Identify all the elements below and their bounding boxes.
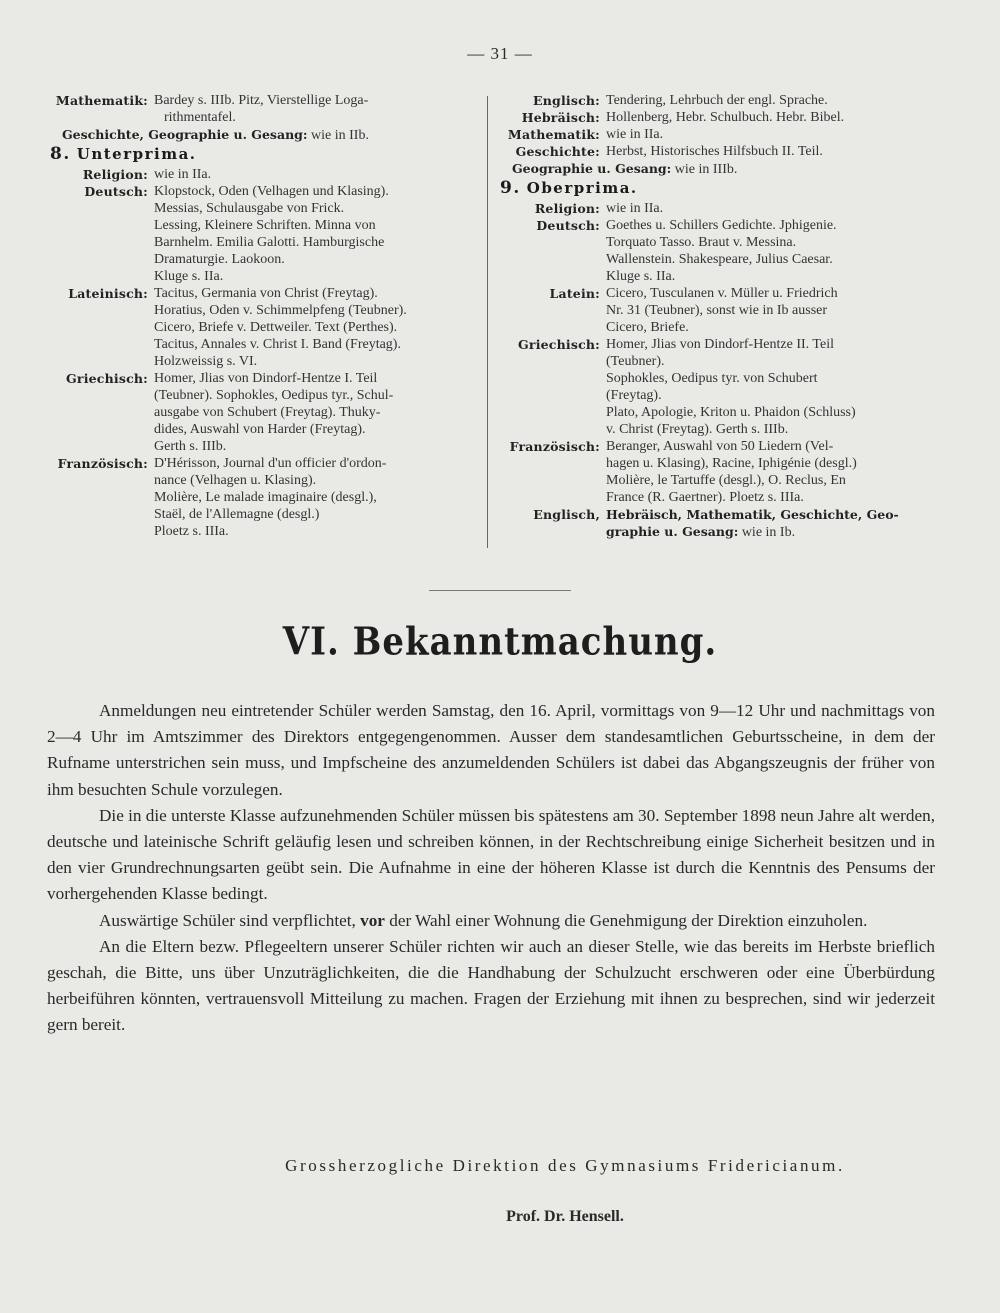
subject-text: wie in IIIb. xyxy=(671,162,738,177)
text-line: Tacitus, Annales v. Christ I. Band (Freytag). xyxy=(154,337,401,352)
subject-text xyxy=(606,438,940,506)
subject-text xyxy=(154,92,480,126)
section-separator xyxy=(429,590,571,591)
text-line: (Freytag). xyxy=(606,388,662,403)
page-number: — 31 — xyxy=(467,44,533,63)
text-line: rithmentafel. xyxy=(164,110,236,125)
entry-religion-right xyxy=(500,200,940,217)
text-line: Molière, le Tartuffe (desgl.), O. Reclus, En xyxy=(606,473,846,488)
left-column xyxy=(50,92,480,540)
entry-deutsch-right xyxy=(500,217,940,285)
entry-geschichte-right xyxy=(500,143,940,160)
subject-text xyxy=(606,143,940,160)
subject-text xyxy=(154,455,480,540)
entry-mathematik-left xyxy=(50,92,480,126)
right-column xyxy=(500,92,940,541)
subject-text xyxy=(606,285,940,336)
text-line: wie in IIa. xyxy=(606,127,664,142)
text-line: Bardey s. IIIb. Pitz, Vierstellige Loga- xyxy=(154,93,369,108)
subject-label: Griechisch: xyxy=(518,337,600,352)
heading-unterprima xyxy=(50,146,480,163)
text-line: wie in IIa. xyxy=(606,201,664,216)
text-line: Klopstock, Oden (Velhagen und Klasing). xyxy=(154,184,389,199)
entry-lateinisch-left xyxy=(50,285,480,370)
subject-label: Geschichte: xyxy=(515,144,600,159)
subject-label: Englisch: xyxy=(532,93,600,108)
text-line: Plato, Apologie, Kriton u. Phaidon (Schluss) xyxy=(606,405,856,420)
entry-deutsch-left xyxy=(50,183,480,285)
entry-hebraeisch-right xyxy=(500,109,940,126)
entry-griechisch-left xyxy=(50,370,480,455)
column-divider xyxy=(487,96,488,548)
paragraph-admission: Die in die unterste Klasse aufzunehmenden Schüler müssen bis spätestens am 30. September 1898 neun Jahre alt werden, deutsche und lateinische Schrift geläufig lesen und schreiben können, in der Rechtschreibung einige Sicherheit besitzen und in den vier Grundrechnungsarten geübt sein. Die Aufnahme in eine der höheren Klasse ist durch die Kenntnis des Pensums der vorhergehenden Klasse bedingt. xyxy=(47,805,935,904)
text-line: Tacitus, Germania von Christ (Freytag). xyxy=(154,286,378,301)
subject-label: graphie u. Gesang: xyxy=(606,524,739,539)
heading-number: 8. xyxy=(50,144,71,164)
text-line: hagen u. Klasing), Racine, Iphigénie (desgl.) xyxy=(606,456,857,471)
text-line: Tendering, Lehrbuch der engl. Sprache. xyxy=(606,93,828,108)
text-line: Hollenberg, Hebr. Schulbuch. Hebr. Bibel. xyxy=(606,110,845,125)
subject-text xyxy=(154,370,480,455)
text-line: Herbst, Historisches Hilfsbuch II. Teil. xyxy=(606,144,823,159)
text-line: Homer, Jlias von Dindorf-Hentze I. Teil xyxy=(154,371,378,386)
text-line: Nr. 31 (Teubner), sonst wie in Ib ausser xyxy=(606,303,828,318)
announcement-body xyxy=(47,698,935,1039)
subject-label: Hebräisch: xyxy=(521,110,600,125)
text-line: v. Christ (Freytag). Gerth s. IIIb. xyxy=(606,422,789,437)
paragraph-text: der Wahl einer Wohnung die Genehmigung der Direktion einzuholen. xyxy=(384,910,868,930)
entry-geschichte-left xyxy=(50,126,480,144)
text-line: wie in IIa. xyxy=(154,167,212,182)
subject-label: Mathematik: xyxy=(55,93,148,108)
subject-label: Religion: xyxy=(82,167,148,182)
text-line: Wallenstein. Shakespeare, Julius Caesar. xyxy=(606,252,833,267)
subject-label: Deutsch: xyxy=(536,218,600,233)
heading-title: Unterprima. xyxy=(76,145,197,163)
subject-text xyxy=(606,92,940,109)
paragraph-registration: Anmeldungen neu eintretender Schüler werden Samstag, den 16. April, vormittags von 9—12 Uhr und nachmittags von 2—4 Uhr im Amtszimmer des Direktors entgegengenommen. Ausser dem standesamtlichen Geburtsscheine, in dem der Rufname unterstrichen sein muss, und Impfscheine des anzumeldenden Schülers ist dabei das Abgangszeugnis der früher von ihm besuchten Schule vorzulegen. xyxy=(47,701,935,799)
text-line: Beranger, Auswahl von 50 Liedern (Vel- xyxy=(606,439,834,454)
subject-label: Deutsch: xyxy=(84,184,148,199)
subject-text xyxy=(154,285,480,370)
paragraph-parents: An die Eltern bezw. Pflegeeltern unserer Schüler richten wir auch an dieser Stelle, wie das bereits im Herbste brieflich geschah, die Bitte, uns über Unzuträglichkeiten, die die Handhabung der Schulzucht erschweren oder eine Überbürdung herbeiführen könnten, vertrauensvoll Mitteilung zu machen. Fragen der Erziehung mit ihnen zu besprechen, sind wir jederzeit gern bereit. xyxy=(47,936,935,1035)
entry-franzoesisch-right xyxy=(500,438,940,506)
text-line: Holzweissig s. VI. xyxy=(154,354,258,369)
subject-text xyxy=(606,336,940,438)
text-line: nance (Velhagen u. Klasing). xyxy=(154,473,317,488)
subject-text: wie in IIb. xyxy=(307,128,369,143)
subject-label: Mathematik: xyxy=(507,127,600,142)
heading-number: 9. xyxy=(500,178,521,198)
subject-label: Latein: xyxy=(549,286,600,301)
text-line: Lessing, Kleinere Schriften. Minna von xyxy=(154,218,376,233)
entry-englisch-right xyxy=(500,92,940,109)
text-line: (Teubner). xyxy=(606,354,665,369)
text-line: Cicero, Briefe. xyxy=(606,320,689,335)
subject-text: wie in Ib. xyxy=(738,525,796,540)
text-line: Horatius, Oden v. Schimmelpfeng (Teubner). xyxy=(154,303,407,318)
section-title: VI. Bekanntmachung. xyxy=(282,619,718,665)
subject-label: Religion: xyxy=(534,201,600,216)
text-line: Torquato Tasso. Braut v. Messina. xyxy=(606,235,797,250)
text-line xyxy=(606,523,940,541)
subject-label: Geschichte, Geographie u. Gesang: xyxy=(62,127,308,142)
entry-englisch-rest-right xyxy=(500,506,940,541)
subject-text xyxy=(606,200,940,217)
subject-label: Französisch: xyxy=(57,456,148,471)
subject-text xyxy=(606,109,940,126)
subject-text xyxy=(606,126,940,143)
subject-label: Englisch, xyxy=(533,507,600,522)
text-line: Kluge s. IIa. xyxy=(606,269,676,284)
text-line: France (R. Gaertner). Ploetz s. IIIa. xyxy=(606,490,804,505)
text-line: dides, Auswahl von Harder (Freytag). xyxy=(154,422,366,437)
entry-mathematik-right xyxy=(500,126,940,143)
text-line: Homer, Jlias von Dindorf-Hentze II. Teil xyxy=(606,337,834,352)
subject-text xyxy=(154,183,480,285)
text-line: Cicero, Briefe v. Dettweiler. Text (Perthes). xyxy=(154,320,398,335)
subject-text xyxy=(606,217,940,285)
heading-title: Oberprima. xyxy=(526,179,638,197)
text-line: Molière, Le malade imaginaire (desgl.), xyxy=(154,490,377,505)
closing-line: Grossherzogliche Direktion des Gymnasiums Fridericianum. xyxy=(285,1156,845,1175)
subject-text xyxy=(154,166,480,183)
text-line: Ploetz s. IIIa. xyxy=(154,524,229,539)
subject-label: Griechisch: xyxy=(66,371,148,386)
entry-griechisch-right xyxy=(500,336,940,438)
entry-latein-right xyxy=(500,285,940,336)
entry-franzoesisch-left xyxy=(50,455,480,540)
signature: Prof. Dr. Hensell. xyxy=(506,1208,624,1225)
entry-geographie-right xyxy=(500,160,940,178)
subject-label: Geographie u. Gesang: xyxy=(512,161,672,176)
text-line: D'Hérisson, Journal d'un officier d'ordon- xyxy=(154,456,387,471)
paragraph-external-students xyxy=(47,908,935,934)
text-line: Cicero, Tusculanen v. Müller u. Friedrich xyxy=(606,286,838,301)
text-line: ausgabe von Schubert (Freytag). Thuky- xyxy=(154,405,381,420)
heading-oberprima xyxy=(500,180,940,197)
text-line: Gerth s. IIIb. xyxy=(154,439,227,454)
entry-religion-left xyxy=(50,166,480,183)
text-line: Barnhelm. Emilia Galotti. Hamburgische xyxy=(154,235,385,250)
text-line: Staël, de l'Allemagne (desgl.) xyxy=(154,507,320,522)
text-line: (Teubner). Sophokles, Oedipus tyr., Schul- xyxy=(154,388,394,403)
text-line: Goethes u. Schillers Gedichte. Jphigenie. xyxy=(606,218,837,233)
subject-label: Französisch: xyxy=(509,439,600,454)
subject-label: Lateinisch: xyxy=(68,286,148,301)
emphasized-word: vor xyxy=(360,910,385,930)
subject-text xyxy=(606,506,940,541)
paragraph-text: Auswärtige Schüler sind verpflichtet, xyxy=(99,910,361,930)
text-line: Hebräisch, Mathematik, Geschichte, Geo- xyxy=(606,507,899,522)
text-line: Kluge s. IIa. xyxy=(154,269,224,284)
text-line: Dramaturgie. Laokoon. xyxy=(154,252,285,267)
text-line: Sophokles, Oedipus tyr. von Schubert xyxy=(606,371,818,386)
text-line: Messias, Schulausgabe von Frick. xyxy=(154,201,345,216)
